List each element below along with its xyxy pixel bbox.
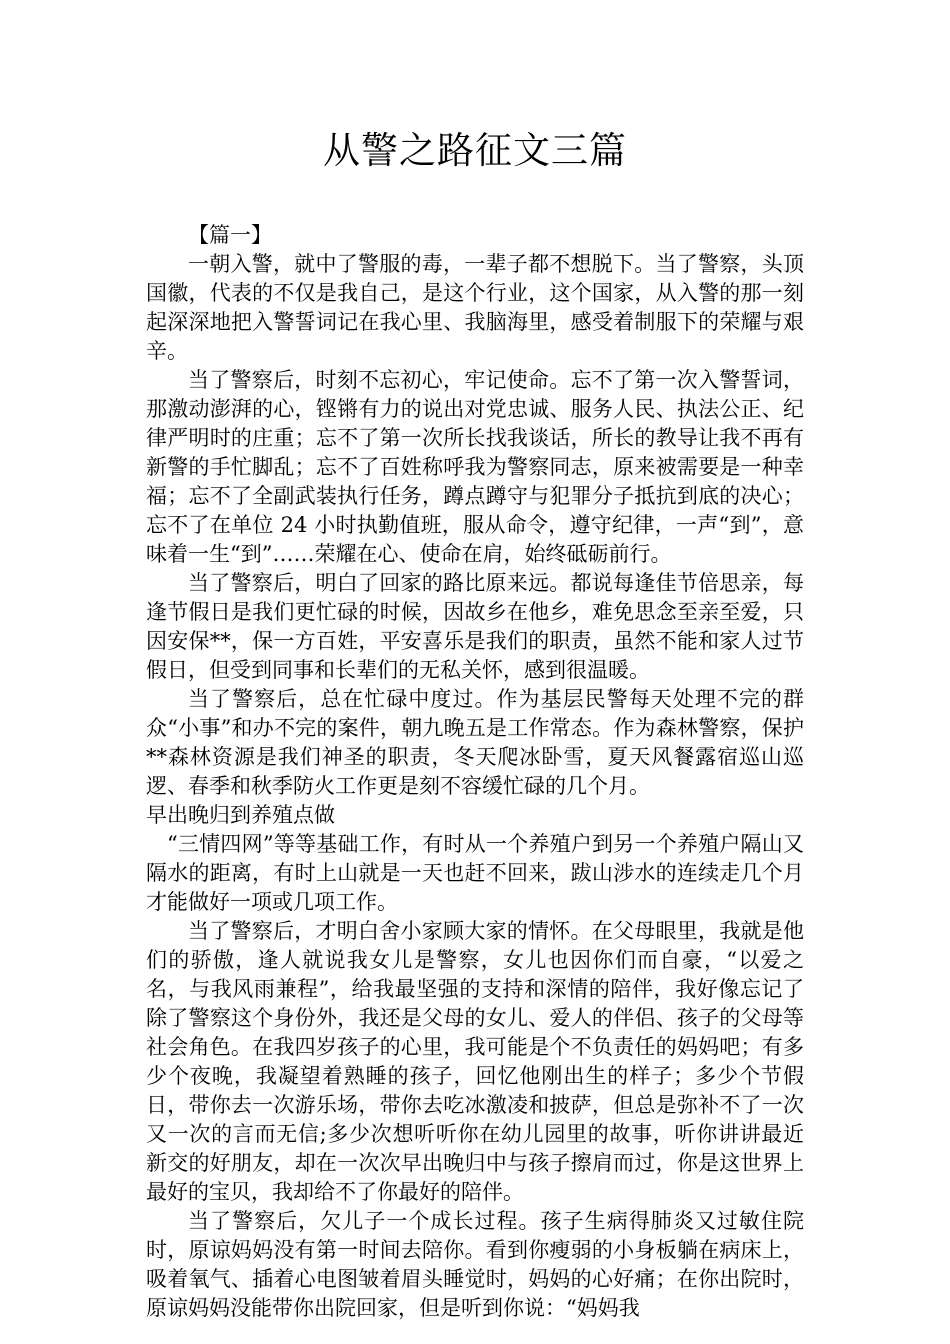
- paragraph: 当了警察后，明白了回家的路比原来远。都说每逢佳节倍思亲，每逢节假日是我们更忙碌的时候，因故乡在他乡，难免思念至亲至爱，只因安保**，保一方百姓，平安喜乐是我们的职责，虽然不能和家人过节假日，但受到同事和长辈们的无私关怀，感到很温暖。: [146, 571, 804, 682]
- paragraph: 早出晚归到养殖点做: [146, 803, 335, 827]
- document-body: [146, 221, 804, 1323]
- section-label: 【篇一】: [188, 223, 272, 247]
- paragraph: 一朝入警，就中了警服的毒，一辈子都不想脱下。当了警察，头顶国徽，代表的不仅是我自己，是这个行业，这个国家，从入警的那一刻起深深地把入警誓词记在我心里、我脑海里，感受着制服下的荣耀与艰辛。: [146, 252, 804, 363]
- paragraph: “三情四网”等等基础工作，有时从一个养殖户到另一个养殖户隔山又隔水的距离，有时上山就是一天也赶不回来，跋山涉水的连续走几个月才能做好一项或几项工作。: [146, 832, 804, 914]
- document-title: 从警之路征文三篇: [323, 129, 627, 172]
- paragraph: 当了警察后，时刻不忘初心，牢记使命。忘不了第一次入警誓词，那激动澎湃的心，铿锵有力的说出对党忠诚、服务人民、执法公正、纪律严明时的庄重；忘不了第一次所长找我谈话，所长的教导让我不再有新警的手忙脚乱；忘不了百姓称呼我为警察同志，原来被需要是一种幸福；忘不了全副武装执行任务，蹲点蹲守与犯罪分子抵抗到底的决心；忘不了在单位 24 小时执勤值班，服从命令，遵守纪律，一声“到”，意味着一生“到”……荣耀在心、使命在肩，始终砥砺前行。: [146, 368, 804, 566]
- paragraph: 当了警察后，欠儿子一个成长过程。孩子生病得肺炎又过敏住院时，原谅妈妈没有第一时间去陪你。看到你瘦弱的小身板躺在病床上，吸着氧气、插着心电图皱着眉头睡觉时，妈妈的心好痛；在你出院时，原谅妈妈没能带你出院回家，但是听到你说：“妈妈我: [146, 1209, 804, 1320]
- paragraph: 当了警察后，才明白舍小家顾大家的情怀。在父母眼里，我就是他们的骄傲，逢人就说我女儿是警察，女儿也因你们而自豪，“以爱之名，与我风雨兼程”，给我最坚强的支持和深情的陪伴，我好像忘记了除了警察这个身份外，我还是父母的女儿、爱人的伴侣、孩子的父母等社会角色。在我四岁孩子的心里，我可能是个不负责任的妈妈吧；有多少个夜晚，我凝望着熟睡的孩子，回忆他刚出生的样子；多少个节假日，带你去一次游乐场，带你去吃冰激凌和披萨，但总是弥补不了一次又一次的言而无信;多少次想听听你在幼儿园里的故事，听你讲讲最近新交的好朋友，却在一次次早出晚归中与孩子擦肩而过，你是这世界上最好的宝贝，我却给不了你最好的陪伴。: [146, 919, 804, 1204]
- paragraph: 当了警察后，总在忙碌中度过。作为基层民警每天处理不完的群众“小事”和办不完的案件，朝九晚五是工作常态。作为森林警察，保护**森林资源是我们神圣的职责，冬天爬冰卧雪，夏天风餐露宿巡山巡逻、春季和秋季防火工作更是刻不容缓忙碌的几个月。: [146, 687, 804, 798]
